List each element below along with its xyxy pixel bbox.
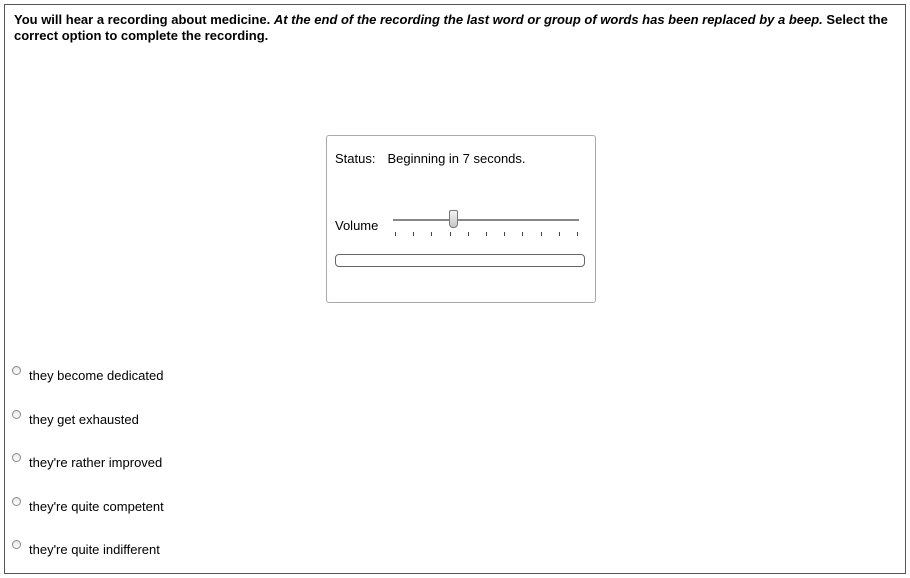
volume-tick (413, 232, 414, 236)
radio-button[interactable] (12, 497, 21, 506)
volume-ticks (395, 232, 577, 236)
volume-tick (468, 232, 469, 236)
volume-tick (450, 232, 451, 236)
answer-option-label[interactable]: they're quite indifferent (29, 542, 160, 557)
audio-player (326, 135, 596, 303)
radio-button[interactable] (12, 410, 21, 419)
volume-tick (395, 232, 396, 236)
radio-button[interactable] (12, 366, 21, 375)
volume-tick (431, 232, 432, 236)
volume-slider[interactable] (393, 210, 579, 238)
volume-label: Volume (335, 218, 379, 233)
answer-option-label[interactable]: they become dedicated (29, 368, 164, 383)
answer-option-label[interactable]: they're rather improved (29, 455, 163, 470)
volume-tick (486, 232, 487, 236)
instructions (14, 12, 894, 44)
volume-tick (541, 232, 542, 236)
status-text: Beginning in 7 seconds. (387, 151, 526, 166)
status-row (335, 151, 526, 166)
playback-progress-bar (335, 254, 585, 267)
instructions-task: Select the correct option to complete the recording. (14, 12, 888, 43)
volume-tick (522, 232, 523, 236)
radio-button[interactable] (12, 453, 21, 462)
volume-tick (559, 232, 560, 236)
status-label: Status: (335, 151, 376, 166)
answer-option-label[interactable]: they're quite competent (29, 498, 164, 514)
instructions-emphasis: At the end of the recording the last word or group of words has been replaced by a beep. (273, 12, 823, 27)
volume-tick (577, 232, 578, 236)
answer-option-label[interactable]: they get exhausted (29, 411, 139, 427)
volume-thumb[interactable] (449, 210, 458, 228)
instructions-intro: You will hear a recording about medicine. (14, 12, 271, 27)
volume-track[interactable] (393, 219, 579, 221)
radio-button[interactable] (12, 540, 21, 549)
volume-tick (504, 232, 505, 236)
